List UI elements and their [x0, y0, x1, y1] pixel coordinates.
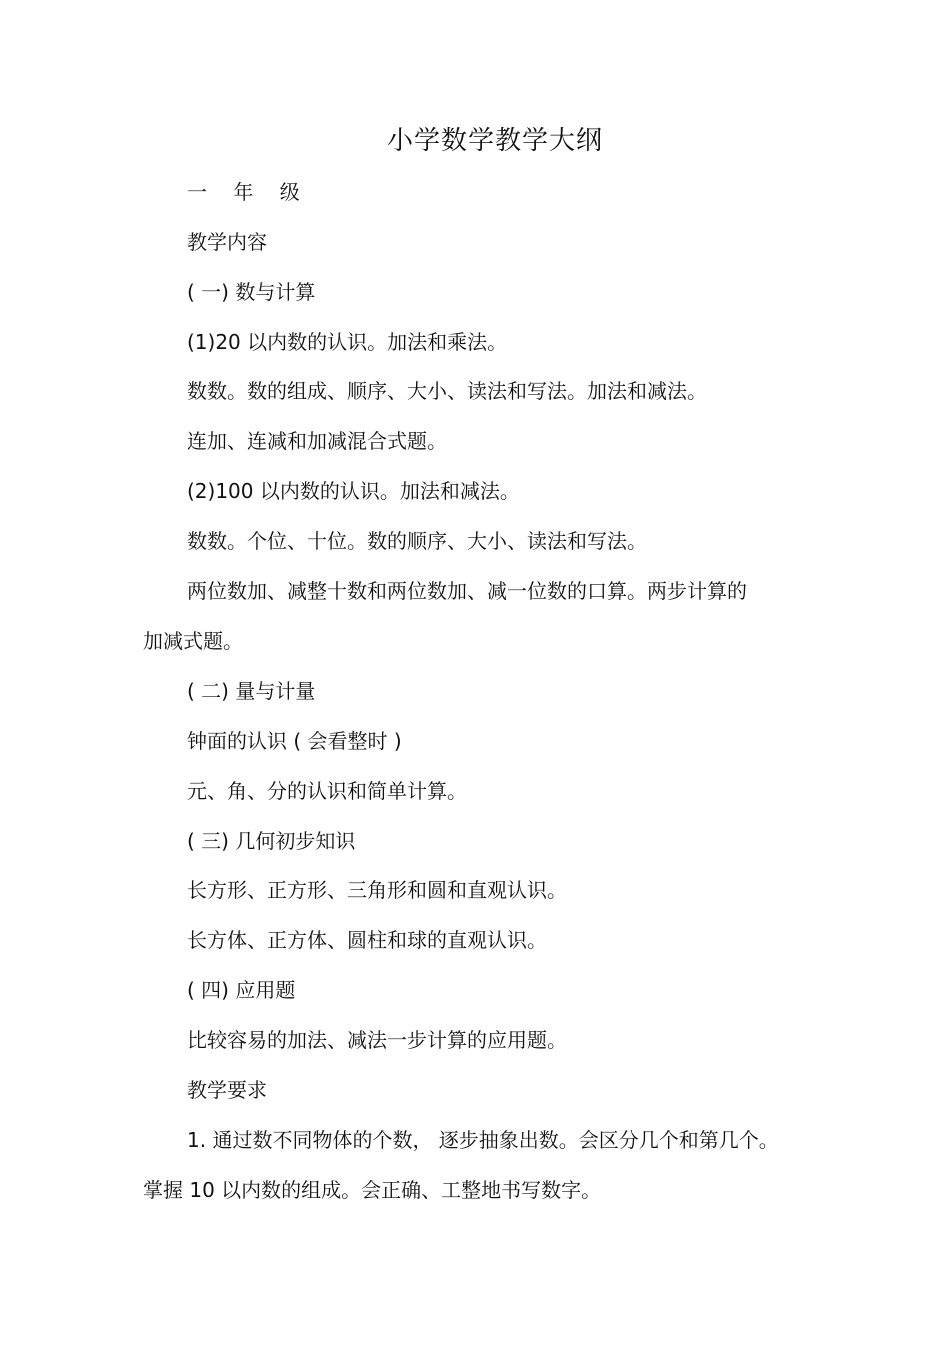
page-title: 小学数学教学大纲 — [386, 126, 603, 156]
paragraph-line-continued: 掌握 10 以内数的组成。会正确、工整地书写数字。 — [143, 1178, 602, 1202]
paragraph-line: 数数。数的组成、顺序、大小、读法和写法。加法和减法。 — [187, 379, 707, 403]
subsection-heading: ( 四) 应用题 — [187, 978, 296, 1002]
subsection-heading: ( 一) 数与计算 — [187, 280, 316, 304]
paragraph-line: (1)20 以内数的认识。加法和乘法。 — [187, 330, 508, 354]
paragraph-line: 两位数加、减整十数和两位数加、减一位数的口算。两步计算的 — [187, 579, 747, 603]
section-heading: 教学要求 — [187, 1078, 267, 1102]
paragraph-line: 长方体、正方体、圆柱和球的直观认识。 — [187, 928, 547, 952]
paragraph-line: 比较容易的加法、减法一步计算的应用题。 — [187, 1028, 567, 1052]
paragraph-line: 数数。个位、十位。数的顺序、大小、读法和写法。 — [187, 529, 647, 553]
subsection-heading: ( 三) 几何初步知识 — [187, 829, 356, 853]
paragraph-line: 长方形、正方形、三角形和圆和直观认识。 — [187, 878, 567, 902]
section-heading: 教学内容 — [187, 230, 267, 254]
paragraph-line: (2)100 以内数的认识。加法和减法。 — [187, 479, 520, 503]
paragraph-line: 元、角、分的认识和简单计算。 — [187, 779, 467, 803]
paragraph-line: 1. 通过数不同物体的个数， 逐步抽象出数。会区分几个和第几个。 — [187, 1128, 779, 1152]
paragraph-line: 连加、连减和加减混合式题。 — [187, 429, 447, 453]
grade-heading: 一 年 级 — [187, 180, 310, 204]
subsection-heading: ( 二) 量与计量 — [187, 679, 316, 703]
paragraph-line: 钟面的认识 ( 会看整时 ) — [187, 729, 402, 753]
paragraph-line-continued: 加减式题。 — [143, 629, 243, 653]
